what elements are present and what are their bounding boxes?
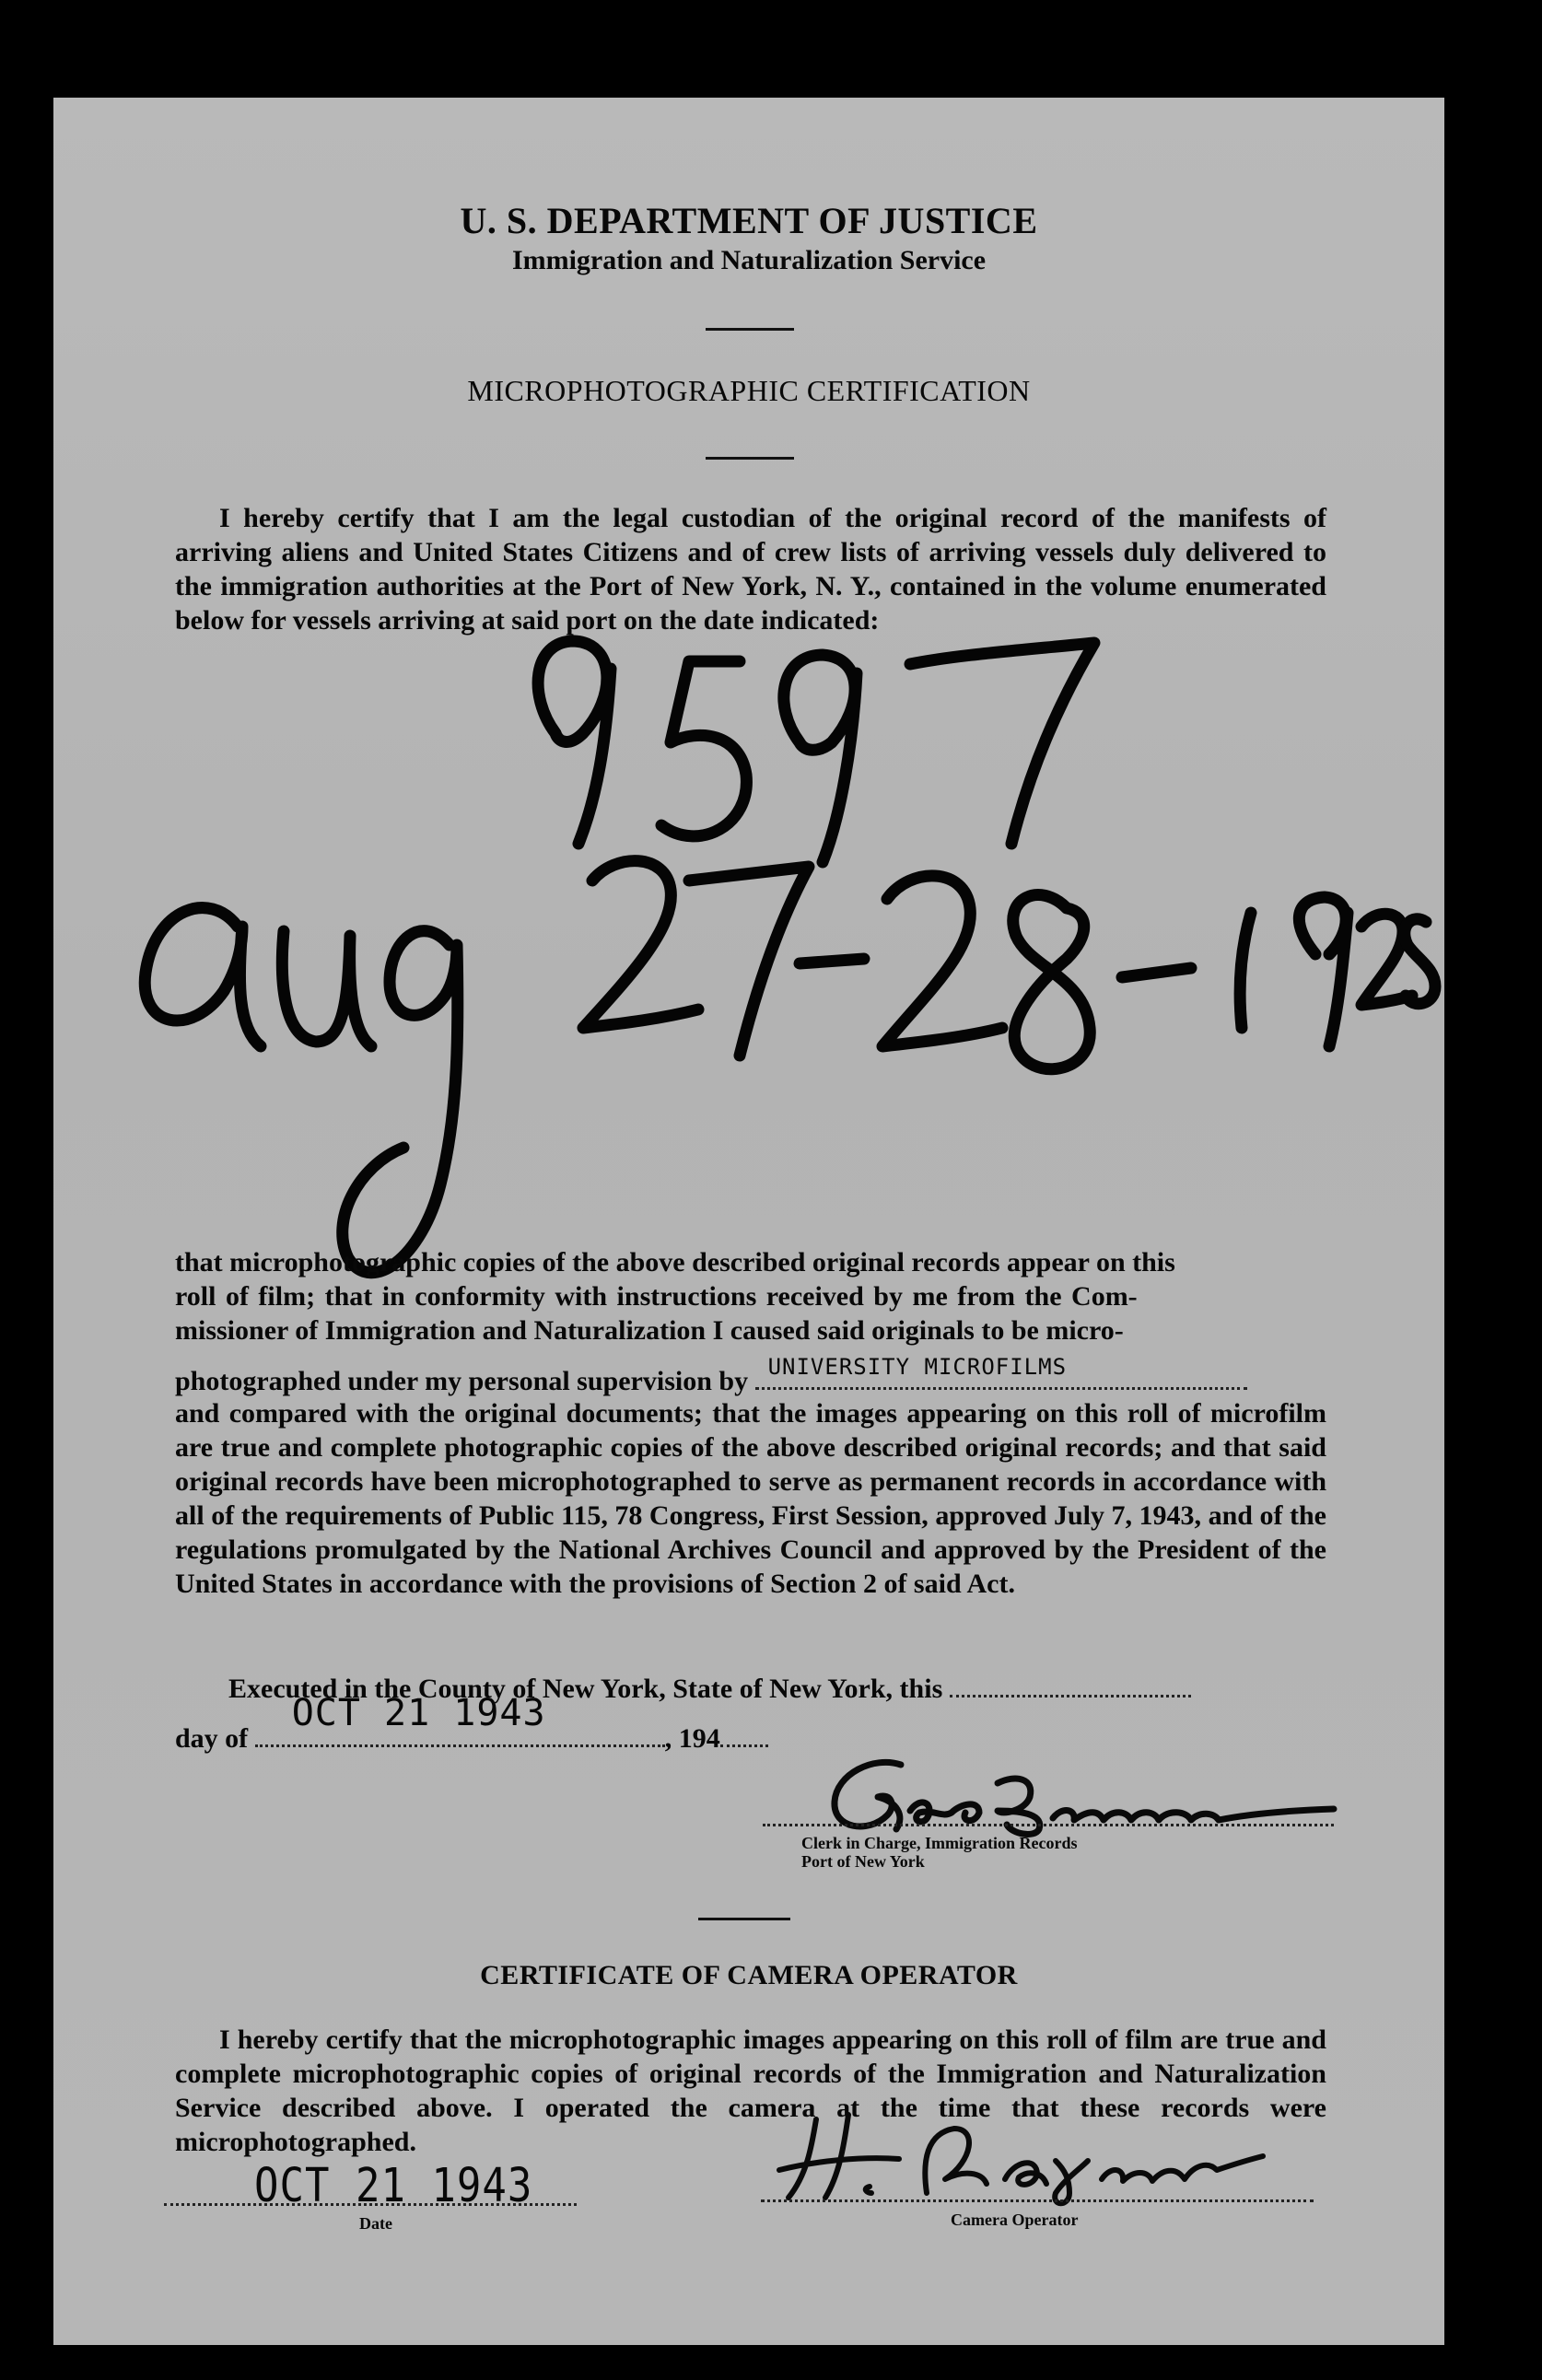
supervision-prefix: photographed under my personal supervision by [175, 1366, 749, 1396]
camera-date-line [164, 2199, 577, 2206]
clerk-signature [781, 1746, 1352, 1848]
camera-operator-label: Camera Operator [951, 2211, 1079, 2229]
certification-body: and compared with the original documents; that the images appearing on this roll of microfilm are true and complete photographic copies of the above described original records; and that said original records have been microphotographed to serve as permanent records in accordance with all of the requirements of Public 115, 78 Congress, First Session, approved July 7, 1943, and of the regulations promulgated by the National Archives Council and approved by the President of the United States in accordance with the provisions of Section 2 of said Act. [175, 1398, 1326, 1599]
certificate-page [53, 98, 1444, 2345]
body-line-2: roll of film; that in conformity with instructions received by me from the Com- [175, 1281, 1138, 1312]
microfilmer-stamp: UNIVERSITY MICROFILMS [767, 1354, 1068, 1380]
camera-certificate-text: I hereby certify that the microphotographic images appearing on this roll of film are true and complete microphotographic copies of original records of the Immigration and Naturalization Service described above. I operated the camera at the time that these records were microphotographed. [175, 2024, 1326, 2157]
camera-section-divider [698, 1918, 790, 1920]
clerk-title-line1: Clerk in Charge, Immigration Records [801, 1834, 1078, 1852]
year-prefix: , 194 [664, 1723, 720, 1754]
day-of-field [255, 1692, 665, 1747]
executed-text: Executed in the County of New York, State of New York, this [228, 1674, 943, 1704]
camera-operator-signature [761, 2106, 1277, 2207]
clerk-signature-line [763, 1820, 1334, 1826]
camera-date-stamp: OCT 21 1943 [254, 2159, 533, 2213]
microfilmer-field [755, 1354, 1247, 1390]
supervision-line [175, 1354, 1326, 1398]
year-field [720, 1719, 768, 1747]
handwritten-volume-and-date [53, 98, 1444, 1295]
clerk-signature-block [763, 1746, 1371, 1912]
service-subheading: Immigration and Naturalization Service [511, 245, 987, 275]
camera-operator-block [761, 2106, 1369, 2244]
form-title: MICROPHOTOGRAPHIC CERTIFICATION [467, 374, 1031, 407]
clerk-title-line2: Port of New York [801, 1852, 925, 1871]
day-of-label: day of [175, 1723, 249, 1754]
camera-date-label: Date [359, 2214, 392, 2233]
day-stamp: OCT 21 1943 [291, 1692, 546, 1734]
certification-intro: I hereby certify that I am the legal custodian of the original record of the manifests of arriving aliens and United States Citizens and of crew lists of arriving vessels duly delivered to the immigration authorities at the Port of New York, N. Y., contained in the volume enumerated below for vessels arriving at said port on the date indicated: [175, 503, 1326, 636]
executed-day-field [950, 1669, 1191, 1698]
camera-certificate-title: CERTIFICATE OF CAMERA OPERATOR [480, 1960, 1018, 1990]
body-line-3: missioner of Immigration and Naturalization I caused said originals to be micro- [175, 1315, 1124, 1346]
department-heading: U. S. DEPARTMENT OF JUSTICE [460, 200, 1038, 241]
camera-operator-line [761, 2196, 1314, 2202]
body-line-1: that microphotographic copies of the above described original records appear on this [175, 1247, 1175, 1278]
camera-date-block [164, 2157, 606, 2231]
